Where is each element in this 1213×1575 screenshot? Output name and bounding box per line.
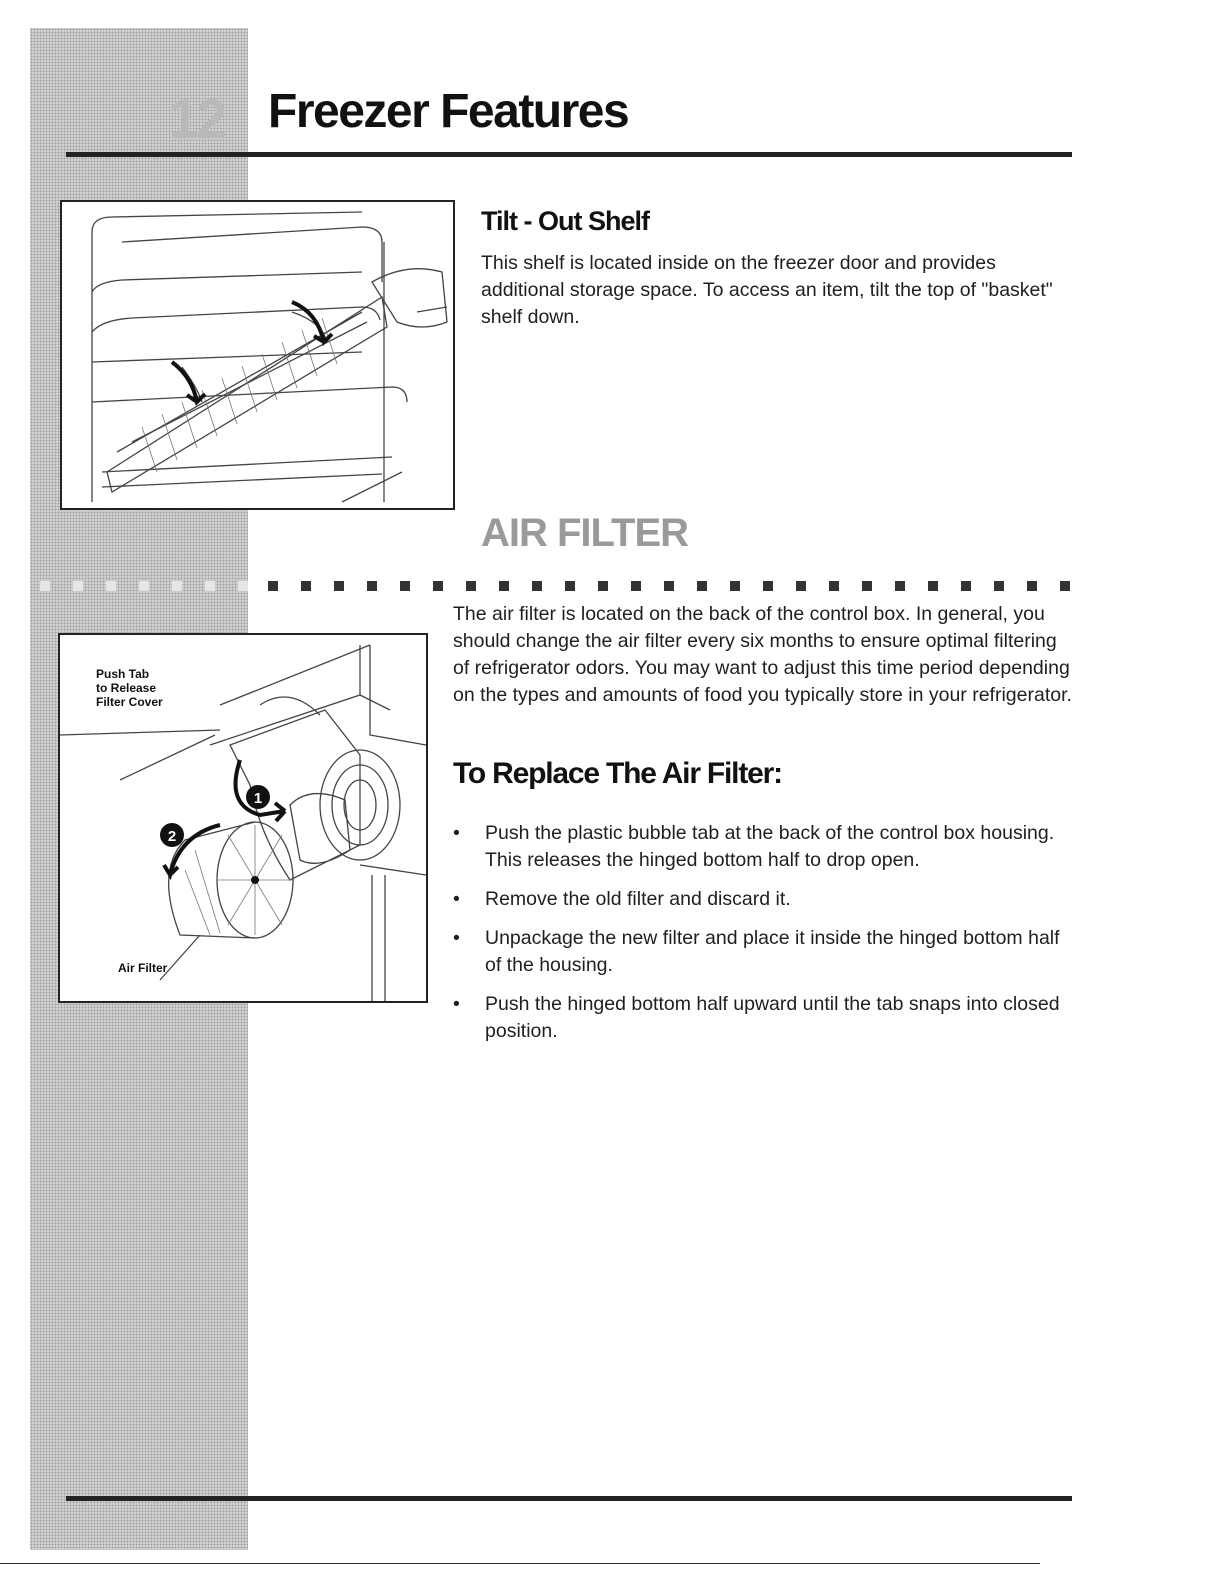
list-item: • Unpackage the new filter and place it inside the hinged bottom half of the housing. bbox=[453, 927, 1060, 976]
air-filter-illustration bbox=[58, 633, 428, 1003]
replace-steps-list bbox=[453, 820, 1073, 1057]
page-edge-line bbox=[0, 1563, 1040, 1564]
shelf-drawing bbox=[62, 202, 453, 508]
air-filter-heading: AIR FILTER bbox=[481, 511, 689, 555]
bottom-rule bbox=[66, 1496, 1072, 1501]
bullet: • bbox=[453, 822, 460, 844]
step-1-marker-text: 1 bbox=[253, 790, 263, 807]
tilt-out-shelf-illustration bbox=[60, 200, 455, 510]
replace-filter-heading: To Replace The Air Filter: bbox=[453, 757, 782, 790]
tilt-out-shelf-text: This shelf is located inside on the freezer door and provides additional storage space. To access an item, tilt the top of "basket" shelf down. bbox=[481, 252, 1053, 328]
air-filter-text: The air filter is located on the back of the control box. In general, you should change the air filter every six months to ensure optimal filtering of refrigerator odors. You may want to adjust this time period depending on the types and amounts of food you typically store in your refrigerator. bbox=[453, 603, 1072, 706]
chapter-number: 12 bbox=[168, 87, 225, 150]
page-title: Freezer Features bbox=[268, 85, 629, 138]
dotted-divider bbox=[40, 581, 1075, 595]
list-item: • Push the hinged bottom half upward until the tab snaps into closed position. bbox=[453, 993, 1060, 1042]
tilt-out-shelf-heading: Tilt - Out Shelf bbox=[481, 206, 649, 236]
air-filter-label: Air Filter bbox=[118, 961, 168, 975]
step-2-marker-text: 2 bbox=[167, 828, 177, 845]
list-item: • Push the plastic bubble tab at the back of the control box housing. This releases the hinged bottom half to drop open. bbox=[453, 822, 1055, 871]
push-tab-label: Push Tab to Release Filter Cover bbox=[96, 667, 163, 709]
top-rule bbox=[66, 152, 1072, 157]
bullet: • bbox=[453, 993, 460, 1015]
bullet: • bbox=[453, 888, 460, 910]
bullet: • bbox=[453, 927, 460, 949]
list-item: • Remove the old filter and discard it. bbox=[453, 886, 1073, 913]
